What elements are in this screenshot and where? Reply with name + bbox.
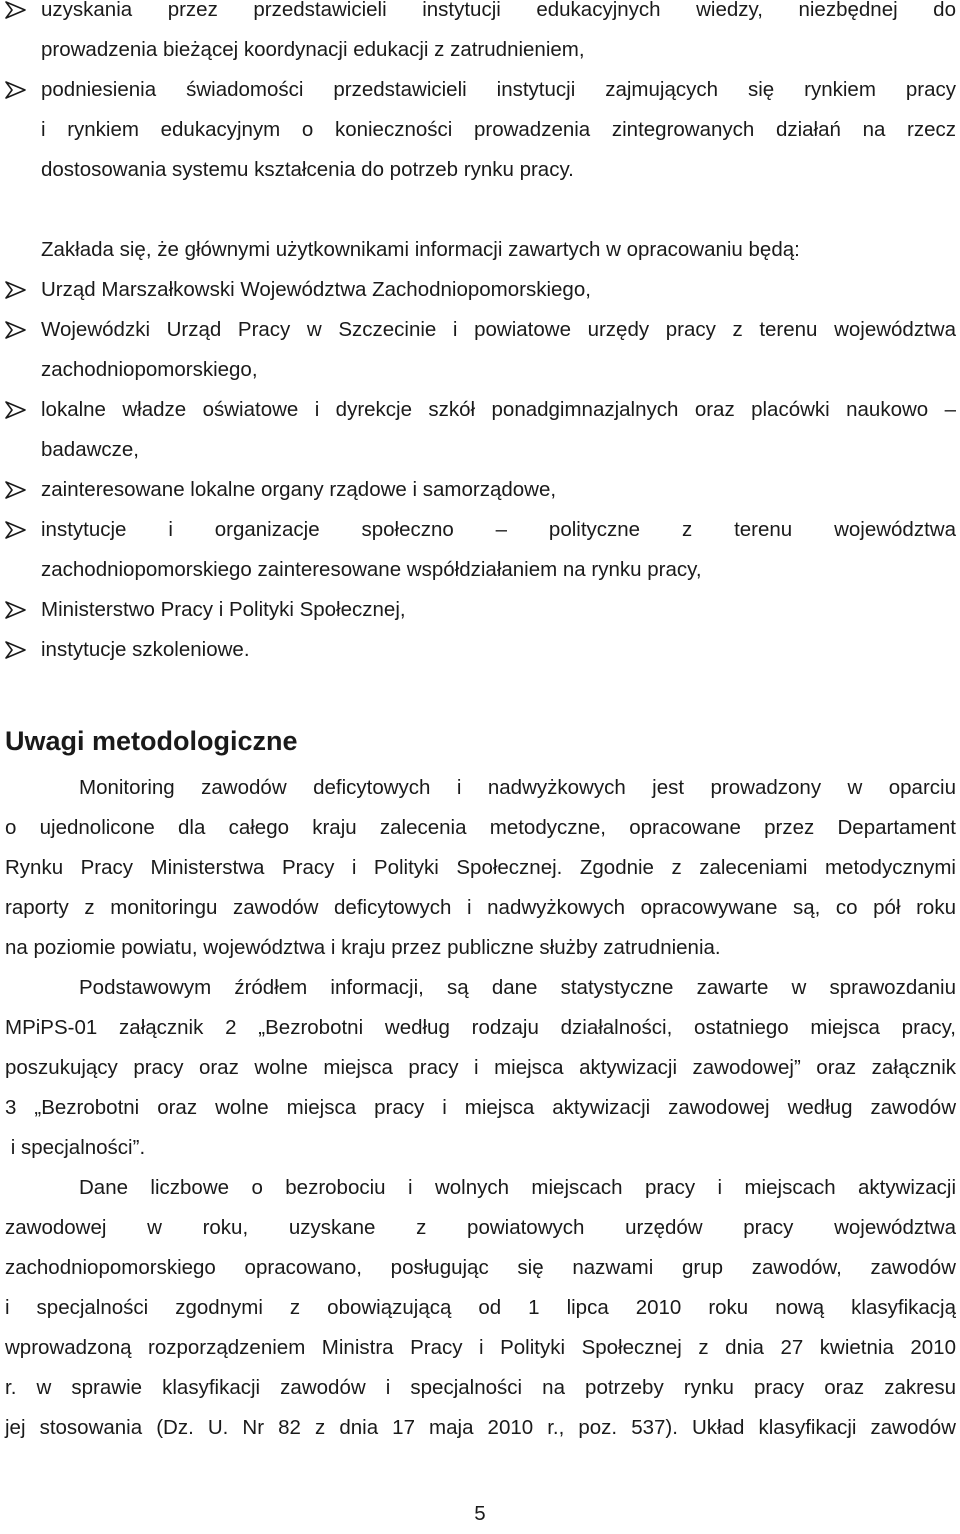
paragraph-line: r. w sprawie klasyfikacji zawodów i specjalności na potrzeby rynku pracy oraz zakresu — [5, 1376, 956, 1399]
arrow-bullet-icon — [5, 310, 27, 350]
section-heading: Uwagi metodologiczne — [5, 726, 298, 756]
bullet-line: Urząd Marszałkowski Województwa Zachodniopomorskiego, — [41, 278, 591, 301]
arrow-bullet-icon — [5, 0, 27, 30]
paragraph-line: zachodniopomorskiego opracowano, posługując się nazwami grup zawodów, zawodów — [5, 1256, 956, 1279]
paragraph-line: Dane liczbowe o bezrobociu i wolnych miejscach pracy i miejscach aktywizacji — [79, 1176, 956, 1199]
paragraph-line: zawodowej w roku, uzyskane z powiatowych urzędów pracy województwa — [5, 1216, 956, 1239]
paragraph-line: poszukujący pracy oraz wolne miejsca pracy i miejsca aktywizacji zawodowej” oraz załącznik — [5, 1056, 956, 1079]
bullet-line: zachodniopomorskiego zainteresowane współdziałaniem na rynku pracy, — [41, 558, 702, 581]
paragraph-line: jej stosowania (Dz. U. Nr 82 z dnia 17 maja 2010 r., poz. 537). Układ klasyfikacji zawodów — [5, 1416, 956, 1439]
arrow-bullet-icon — [5, 70, 27, 110]
bullet-line: zachodniopomorskiego, — [41, 358, 258, 381]
paragraph-line: MPiPS-01 załącznik 2 „Bezrobotni według rodzaju działalności, ostatniego miejsca pracy, — [5, 1016, 956, 1039]
bullet-line: lokalne władze oświatowe i dyrekcje szkół ponadgimnazjalnych oraz placówki naukowo – — [41, 398, 956, 421]
bullet-line: zainteresowane lokalne organy rządowe i samorządowe, — [41, 478, 557, 501]
arrow-bullet-icon — [5, 510, 27, 550]
arrow-bullet-icon — [5, 390, 27, 430]
bullet-line: instytucje szkoleniowe. — [41, 638, 250, 661]
paragraph-line: Rynku Pracy Ministerstwa Pracy i Polityki Społecznej. Zgodnie z zaleceniami metodycznymi — [5, 856, 956, 879]
arrow-bullet-icon — [5, 590, 27, 630]
page-number: 5 — [474, 1502, 486, 1525]
bullet-line: prowadzenia bieżącej koordynacji edukacji z zatrudnieniem, — [41, 38, 585, 61]
paragraph-line: Podstawowym źródłem informacji, są dane statystyczne zawarte w sprawozdaniu — [79, 976, 956, 999]
arrow-bullet-icon — [5, 470, 27, 510]
arrow-bullet-icon — [5, 630, 27, 670]
bullet-line: Wojewódzki Urząd Pracy w Szczecinie i powiatowe urzędy pracy z terenu województwa — [41, 318, 956, 341]
arrow-bullet-icon — [5, 270, 27, 310]
paragraph-line: wprowadzoną rozporządzeniem Ministra Pracy i Polityki Społecznej z dnia 27 kwietnia 2010 — [5, 1336, 956, 1359]
paragraph-line: na poziomie powiatu, województwa i kraju przez publiczne służby zatrudnienia. — [5, 936, 721, 959]
paragraph-line: i specjalności zgodnymi z obowiązującą od 1 lipca 2010 roku nową klasyfikacją — [5, 1296, 956, 1319]
bullet-line: instytucje i organizacje społeczno – polityczne z terenu województwa — [41, 518, 956, 541]
bullet-line: i rynkiem edukacyjnym o konieczności prowadzenia zintegrowanych działań na rzecz — [41, 118, 956, 141]
bullet-line: dostosowania systemu kształcenia do potrzeb rynku pracy. — [41, 158, 574, 181]
paragraph-line: raporty z monitoringu zawodów deficytowych i nadwyżkowych opracowywane są, co pół roku — [5, 896, 956, 919]
paragraph-line: o ujednolicone dla całego kraju zalecenia metodyczne, opracowane przez Departament — [5, 816, 956, 839]
paragraph-line: i specjalności”. — [5, 1136, 146, 1159]
bullet-line: uzyskania przez przedstawicieli instytucji edukacyjnych wiedzy, niezbędnej do — [41, 0, 956, 21]
intro-line: Zakłada się, że głównymi użytkownikami informacji zawartych w opracowaniu będą: — [41, 238, 800, 261]
bullet-line: badawcze, — [41, 438, 140, 461]
bullet-line: podniesienia świadomości przedstawicieli instytucji zajmujących się rynkiem pracy — [41, 78, 956, 101]
paragraph-line: Monitoring zawodów deficytowych i nadwyżkowych jest prowadzony w oparciu — [79, 776, 956, 799]
paragraph-line: 3 „Bezrobotni oraz wolne miejsca pracy i miejsca aktywizacji zawodowej według zawodów — [5, 1096, 956, 1119]
bullet-line: Ministerstwo Pracy i Polityki Społecznej, — [41, 598, 406, 621]
